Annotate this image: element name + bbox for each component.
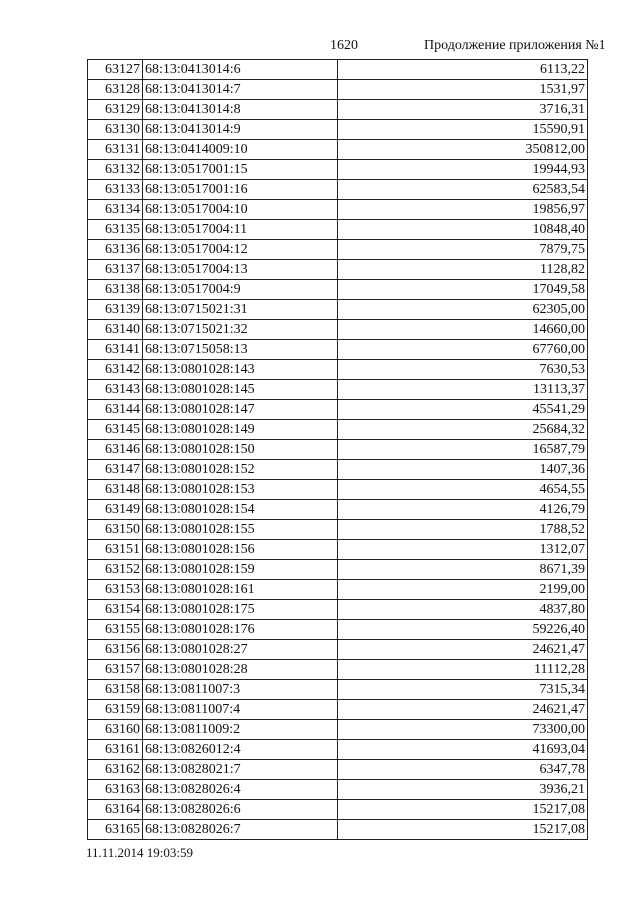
cadastral-number-cell: 68:13:0801028:27 [143,640,338,660]
value-cell: 7630,53 [338,360,588,380]
row-number-cell: 63150 [88,520,143,540]
table-row [88,340,588,360]
cadastral-number-cell: 68:13:0801028:153 [143,480,338,500]
value-cell: 4654,55 [338,480,588,500]
cadastral-number-cell: 68:13:0517001:16 [143,180,338,200]
row-number-cell: 63131 [88,140,143,160]
cadastral-number-cell: 68:13:0801028:147 [143,400,338,420]
cadastral-number-cell: 68:13:0811007:3 [143,680,338,700]
cadastral-number-cell: 68:13:0828026:6 [143,800,338,820]
row-number-cell: 63129 [88,100,143,120]
table-row [88,220,588,240]
row-number-cell: 63132 [88,160,143,180]
row-number-cell: 63142 [88,360,143,380]
row-number-cell: 63161 [88,740,143,760]
footer-timestamp: 11.11.2014 19:03:59 [86,845,194,860]
cadastral-number-cell: 68:13:0801028:152 [143,460,338,480]
table-row [88,60,588,80]
cadastral-number-cell: 68:13:0715021:32 [143,320,338,340]
value-cell: 67760,00 [338,340,588,360]
cadastral-number-cell: 68:13:0801028:154 [143,500,338,520]
table-row [88,420,588,440]
cadastral-number-cell: 68:13:0517004:11 [143,220,338,240]
row-number-cell: 63146 [88,440,143,460]
table-row [88,300,588,320]
cadastral-number-cell: 68:13:0801028:161 [143,580,338,600]
cadastral-number-cell: 68:13:0828026:4 [143,780,338,800]
cadastral-number-cell: 68:13:0801028:159 [143,560,338,580]
table-body [88,60,588,840]
table-row [88,180,588,200]
value-cell: 45541,29 [338,400,588,420]
row-number-cell: 63153 [88,580,143,600]
table-row [88,660,588,680]
value-cell: 3716,31 [338,100,588,120]
value-cell: 6347,78 [338,760,588,780]
table-row [88,740,588,760]
row-number-cell: 63159 [88,700,143,720]
table-row [88,520,588,540]
table-row [88,760,588,780]
value-cell: 4837,80 [338,600,588,620]
row-number-cell: 63140 [88,320,143,340]
row-number-cell: 63155 [88,620,143,640]
cadastral-number-cell: 68:13:0517001:15 [143,160,338,180]
value-cell: 25684,32 [338,420,588,440]
cadastral-number-cell: 68:13:0826012:4 [143,740,338,760]
row-number-cell: 63149 [88,500,143,520]
value-cell: 1788,52 [338,520,588,540]
table-row [88,200,588,220]
row-number-cell: 63128 [88,80,143,100]
cadastral-number-cell: 68:13:0413014:8 [143,100,338,120]
row-number-cell: 63137 [88,260,143,280]
row-number-cell: 63134 [88,200,143,220]
cadastral-number-cell: 68:13:0801028:143 [143,360,338,380]
value-cell: 59226,40 [338,620,588,640]
value-cell: 350812,00 [338,140,588,160]
value-cell: 19944,93 [338,160,588,180]
row-number-cell: 63154 [88,600,143,620]
row-number-cell: 63164 [88,800,143,820]
row-number-cell: 63139 [88,300,143,320]
table-row [88,600,588,620]
value-cell: 3936,21 [338,780,588,800]
cadastral-number-cell: 68:13:0801028:28 [143,660,338,680]
table-row [88,720,588,740]
cadastral-number-cell: 68:13:0517004:13 [143,260,338,280]
table-row [88,820,588,840]
value-cell: 41693,04 [338,740,588,760]
table-row [88,360,588,380]
page-caption: Продолжение приложения №1 [424,38,606,53]
cadastral-number-cell: 68:13:0517004:10 [143,200,338,220]
value-cell: 7879,75 [338,240,588,260]
row-number-cell: 63162 [88,760,143,780]
table-row [88,440,588,460]
row-number-cell: 63156 [88,640,143,660]
value-cell: 15217,08 [338,820,588,840]
table-row [88,100,588,120]
value-cell: 17049,58 [338,280,588,300]
cadastral-number-cell: 68:13:0517004:12 [143,240,338,260]
value-cell: 16587,79 [338,440,588,460]
value-cell: 8671,39 [338,560,588,580]
value-cell: 4126,79 [338,500,588,520]
table-row [88,500,588,520]
value-cell: 24621,47 [338,700,588,720]
cadastral-number-cell: 68:13:0801028:150 [143,440,338,460]
row-number-cell: 63127 [88,60,143,80]
table-row [88,620,588,640]
row-number-cell: 63136 [88,240,143,260]
row-number-cell: 63143 [88,380,143,400]
row-number-cell: 63163 [88,780,143,800]
cadastral-number-cell: 68:13:0801028:156 [143,540,338,560]
table-row [88,460,588,480]
cadastral-number-cell: 68:13:0811007:4 [143,700,338,720]
cadastral-number-cell: 68:13:0715021:31 [143,300,338,320]
value-cell: 24621,47 [338,640,588,660]
table-row [88,800,588,820]
value-cell: 13113,37 [338,380,588,400]
cadastral-number-cell: 68:13:0413014:7 [143,80,338,100]
table-row [88,540,588,560]
table-row [88,280,588,300]
cadastral-number-cell: 68:13:0801028:155 [143,520,338,540]
table-row [88,400,588,420]
value-cell: 14660,00 [338,320,588,340]
cadastral-number-cell: 68:13:0828026:7 [143,820,338,840]
table-row [88,160,588,180]
value-cell: 62305,00 [338,300,588,320]
table-row [88,680,588,700]
table-row [88,480,588,500]
value-cell: 73300,00 [338,720,588,740]
table-row [88,560,588,580]
value-cell: 1312,07 [338,540,588,560]
cadastral-number-cell: 68:13:0715058:13 [143,340,338,360]
row-number-cell: 63148 [88,480,143,500]
row-number-cell: 63160 [88,720,143,740]
row-number-cell: 63147 [88,460,143,480]
value-cell: 1531,97 [338,80,588,100]
cadastral-number-cell: 68:13:0828021:7 [143,760,338,780]
cadastral-number-cell: 68:13:0801028:175 [143,600,338,620]
value-cell: 2199,00 [338,580,588,600]
value-cell: 7315,34 [338,680,588,700]
cadastral-number-cell: 68:13:0517004:9 [143,280,338,300]
cadastral-number-cell: 68:13:0801028:145 [143,380,338,400]
table-row [88,140,588,160]
row-number-cell: 63141 [88,340,143,360]
row-number-cell: 63145 [88,420,143,440]
value-cell: 15590,91 [338,120,588,140]
table-row [88,120,588,140]
cadastral-number-cell: 68:13:0413014:9 [143,120,338,140]
table-row [88,380,588,400]
row-number-cell: 63144 [88,400,143,420]
value-cell: 1407,36 [338,460,588,480]
row-number-cell: 63152 [88,560,143,580]
cadastral-number-cell: 68:13:0413014:6 [143,60,338,80]
row-number-cell: 63151 [88,540,143,560]
cadastral-number-cell: 68:13:0414009:10 [143,140,338,160]
table-row [88,580,588,600]
row-number-cell: 63158 [88,680,143,700]
value-cell: 15217,08 [338,800,588,820]
table-row [88,240,588,260]
row-number-cell: 63165 [88,820,143,840]
row-number-cell: 63130 [88,120,143,140]
table-row [88,640,588,660]
table-row [88,780,588,800]
row-number-cell: 63133 [88,180,143,200]
table-row [88,260,588,280]
cadastral-number-cell: 68:13:0811009:2 [143,720,338,740]
row-number-cell: 63135 [88,220,143,240]
value-cell: 6113,22 [338,60,588,80]
cadastral-number-cell: 68:13:0801028:149 [143,420,338,440]
table-row [88,700,588,720]
page-number: 1620 [330,38,358,53]
row-number-cell: 63157 [88,660,143,680]
registry-table [87,59,588,840]
value-cell: 19856,97 [338,200,588,220]
value-cell: 62583,54 [338,180,588,200]
value-cell: 1128,82 [338,260,588,280]
table-row [88,80,588,100]
value-cell: 11112,28 [338,660,588,680]
cadastral-number-cell: 68:13:0801028:176 [143,620,338,640]
value-cell: 10848,40 [338,220,588,240]
row-number-cell: 63138 [88,280,143,300]
table-row [88,320,588,340]
